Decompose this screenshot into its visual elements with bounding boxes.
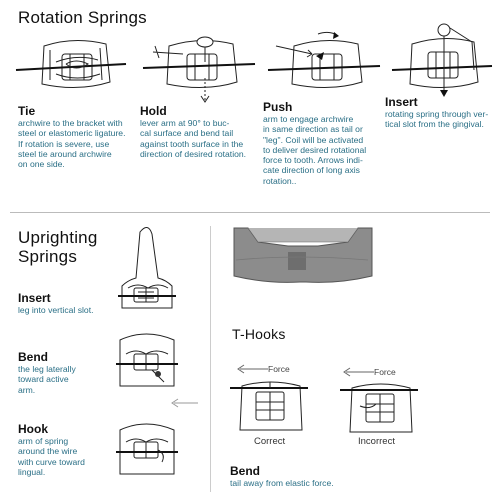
tie-text-line: steel tie around archwire (18, 148, 112, 159)
push-text-line: cate direction of long axis (263, 165, 360, 176)
hold-text-line: against tooth surface in the (140, 138, 244, 149)
push-text-line: "leg". Coil will be activated (263, 134, 364, 145)
push-title: Push (263, 100, 293, 114)
push-text-line: to deliver desired rotational (263, 144, 367, 155)
upright-bend-text-line: the leg laterally (18, 364, 76, 374)
upright-bend-illustration (116, 330, 178, 390)
force-arrow-correct (236, 364, 270, 374)
upright-bend-text-line: arm. (18, 384, 36, 395)
push-text (263, 114, 385, 186)
upright-hook-text-line: arm of spring (18, 436, 69, 446)
force-arrow-incorrect (342, 367, 376, 377)
upright-insert-text (18, 305, 128, 315)
insert-illustration (392, 20, 492, 100)
tie-text (18, 118, 138, 169)
hold-text-line: cal surface and bend tail (140, 128, 234, 139)
insert-text-line: rotating spring through ver- (385, 109, 489, 119)
force-label-incorrect: Force (374, 367, 396, 377)
upright-bend-title: Bend (18, 350, 48, 364)
upright-bend-text (18, 364, 118, 395)
push-text-line: arm to engage archwire (263, 114, 354, 124)
hold-title: Hold (140, 104, 167, 118)
insert-text-line: tical slot from the gingival. (385, 119, 484, 130)
push-text-line: rotation.. (263, 175, 297, 186)
column-divider (210, 226, 211, 492)
force-label-correct: Force (268, 364, 290, 374)
push-text-line: force to tooth. Arrows indi- (263, 155, 363, 166)
tie-title: Tie (18, 104, 36, 118)
upright-insert-title: Insert (18, 291, 51, 305)
upright-hook-text (18, 436, 118, 477)
uprighting-title-line2: Springs (18, 247, 78, 266)
upright-hook-text-line: around the wire (18, 446, 78, 457)
hold-text-line: lever arm at 90° to buc- (140, 118, 230, 128)
insert-text (385, 109, 497, 130)
incorrect-label: Incorrect (358, 436, 395, 447)
hold-text (140, 118, 262, 159)
push-illustration (268, 30, 383, 100)
upright-insert-illustration (118, 222, 178, 312)
tie-text-line: steel or elastomeric ligature. (18, 128, 126, 139)
thook-bend-title: Bend (230, 464, 260, 478)
upright-hook-illustration (116, 420, 178, 476)
upright-hook-text-line: with curve toward (18, 456, 85, 467)
upright-insert-text-line: leg into vertical slot. (18, 305, 94, 315)
left-arrow-icon (170, 398, 200, 408)
tie-text-line: on one side. (18, 159, 65, 170)
upright-hook-text-line: lingual. (18, 466, 46, 477)
t-hook-incorrect-illustration (340, 380, 420, 436)
hold-text-line: direction of desired rotation. (140, 148, 247, 159)
uprighting-title-line1: Uprighting (18, 228, 98, 247)
insert-title: Insert (385, 95, 418, 109)
t-hooks-title: T-Hooks (232, 326, 286, 342)
tie-text-line: If rotation is severe, use (18, 138, 110, 149)
tie-illustration (14, 34, 129, 104)
upright-bend-text-line: toward active (18, 374, 69, 385)
tie-text-line: archwire to the bracket with (18, 118, 123, 128)
thook-bend-text: tail away from elastic force. (230, 478, 334, 488)
correct-label: Correct (254, 436, 286, 447)
section-divider (10, 212, 490, 213)
t-hook-image (228, 220, 378, 290)
rotation-springs-title: Rotation Springs (18, 8, 147, 27)
push-text-line: in same direction as tail or (263, 124, 363, 135)
hold-illustration (143, 32, 258, 102)
upright-hook-title: Hook (18, 422, 48, 436)
t-hook-correct-illustration (230, 378, 310, 434)
